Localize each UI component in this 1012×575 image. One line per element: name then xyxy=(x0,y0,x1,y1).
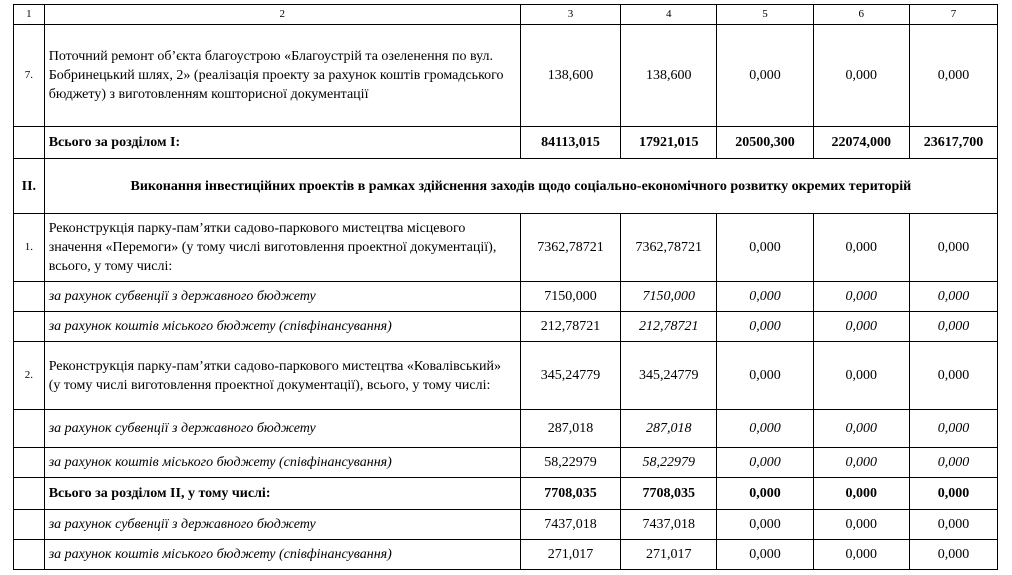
value-cell: 20500,300 xyxy=(717,127,813,159)
empty-cell xyxy=(14,540,45,570)
value-cell: 22074,000 xyxy=(813,127,909,159)
value-cell: 7150,000 xyxy=(520,282,620,312)
table-row xyxy=(14,448,998,478)
row-description: Поточний ремонт об’єкта благоустрою «Благоустрій та озеленення по вул. Бобринецький шлях, 2» (реалізація проекту за рахунок коштів громадського бюджету) з виготовленням кошторисної документації xyxy=(44,25,520,127)
value-cell: 212,78721 xyxy=(520,312,620,342)
value-cell: 0,000 xyxy=(717,410,813,448)
table-row xyxy=(14,510,998,540)
value-cell: 23617,700 xyxy=(909,127,997,159)
row-description: за рахунок субвенції з державного бюджету xyxy=(44,410,520,448)
value-cell: 0,000 xyxy=(717,478,813,510)
value-cell: 0,000 xyxy=(909,448,997,478)
budget-table xyxy=(13,4,998,570)
section-title: Виконання інвестиційних проектів в рамках здійснення заходів щодо соціально-економічного розвитку окремих територій xyxy=(44,159,997,214)
table-row xyxy=(14,540,998,570)
value-cell: 0,000 xyxy=(909,410,997,448)
value-cell: 0,000 xyxy=(717,214,813,282)
value-cell: 287,018 xyxy=(621,410,717,448)
section-total-row xyxy=(14,127,998,159)
empty-cell xyxy=(14,312,45,342)
value-cell: 0,000 xyxy=(813,410,909,448)
value-cell: 0,000 xyxy=(813,214,909,282)
value-cell: 7437,018 xyxy=(621,510,717,540)
row-description: за рахунок коштів міського бюджету (співфінансування) xyxy=(44,312,520,342)
value-cell: 7437,018 xyxy=(520,510,620,540)
table-row xyxy=(14,342,998,410)
table-row xyxy=(14,312,998,342)
value-cell: 271,017 xyxy=(621,540,717,570)
column-number: 7 xyxy=(909,5,997,25)
empty-cell xyxy=(14,448,45,478)
column-number: 2 xyxy=(44,5,520,25)
value-cell: 212,78721 xyxy=(621,312,717,342)
row-description: Всього за розділом І: xyxy=(44,127,520,159)
value-cell: 7708,035 xyxy=(520,478,620,510)
empty-cell xyxy=(14,282,45,312)
value-cell: 0,000 xyxy=(909,282,997,312)
value-cell: 0,000 xyxy=(909,510,997,540)
value-cell: 84113,015 xyxy=(520,127,620,159)
column-number: 5 xyxy=(717,5,813,25)
value-cell: 0,000 xyxy=(813,478,909,510)
value-cell: 0,000 xyxy=(717,282,813,312)
column-number: 3 xyxy=(520,5,620,25)
value-cell: 0,000 xyxy=(813,540,909,570)
empty-cell xyxy=(14,410,45,448)
row-description: за рахунок субвенції з державного бюджету xyxy=(44,282,520,312)
empty-cell xyxy=(14,127,45,159)
section-total-row xyxy=(14,478,998,510)
column-number: 1 xyxy=(14,5,45,25)
value-cell: 138,600 xyxy=(621,25,717,127)
value-cell: 0,000 xyxy=(717,312,813,342)
value-cell: 0,000 xyxy=(813,342,909,410)
table-row xyxy=(14,25,998,127)
empty-cell xyxy=(14,510,45,540)
row-description: Реконструкція парку-пам’ятки садово-паркового мистецтва «Ковалівський» (у тому числі виготовлення проектної документації), всього, у тому числі: xyxy=(44,342,520,410)
empty-cell xyxy=(14,478,45,510)
table-row xyxy=(14,214,998,282)
row-description: Реконструкція парку-пам’ятки садово-паркового мистецтва місцевого значення «Перемоги» (у тому числі виготовлення проектної документації), всього, у тому числі: xyxy=(44,214,520,282)
value-cell: 0,000 xyxy=(717,540,813,570)
value-cell: 271,017 xyxy=(520,540,620,570)
value-cell: 7362,78721 xyxy=(520,214,620,282)
value-cell: 0,000 xyxy=(909,312,997,342)
section-heading-row xyxy=(14,159,998,214)
row-description: Всього за розділом ІІ, у тому числі: xyxy=(44,478,520,510)
value-cell: 58,22979 xyxy=(520,448,620,478)
value-cell: 0,000 xyxy=(909,478,997,510)
table-row xyxy=(14,282,998,312)
row-description: за рахунок коштів міського бюджету (співфінансування) xyxy=(44,448,520,478)
value-cell: 0,000 xyxy=(813,510,909,540)
value-cell: 58,22979 xyxy=(621,448,717,478)
table-row xyxy=(14,410,998,448)
value-cell: 0,000 xyxy=(717,448,813,478)
column-number: 6 xyxy=(813,5,909,25)
value-cell: 0,000 xyxy=(909,342,997,410)
value-cell: 345,24779 xyxy=(621,342,717,410)
value-cell: 0,000 xyxy=(717,510,813,540)
value-cell: 0,000 xyxy=(813,312,909,342)
value-cell: 138,600 xyxy=(520,25,620,127)
row-index: 2. xyxy=(14,342,45,410)
value-cell: 0,000 xyxy=(717,342,813,410)
value-cell: 7708,035 xyxy=(621,478,717,510)
value-cell: 0,000 xyxy=(909,25,997,127)
value-cell: 7150,000 xyxy=(621,282,717,312)
value-cell: 287,018 xyxy=(520,410,620,448)
value-cell: 0,000 xyxy=(813,282,909,312)
value-cell: 0,000 xyxy=(717,25,813,127)
value-cell: 0,000 xyxy=(909,214,997,282)
section-number: ІІ. xyxy=(14,159,45,214)
value-cell: 0,000 xyxy=(813,448,909,478)
row-description: за рахунок субвенції з державного бюджету xyxy=(44,510,520,540)
row-index: 1. xyxy=(14,214,45,282)
value-cell: 7362,78721 xyxy=(621,214,717,282)
value-cell: 0,000 xyxy=(813,25,909,127)
value-cell: 17921,015 xyxy=(621,127,717,159)
row-description: за рахунок коштів міського бюджету (співфінансування) xyxy=(44,540,520,570)
value-cell: 0,000 xyxy=(909,540,997,570)
column-number-row xyxy=(14,5,998,25)
value-cell: 345,24779 xyxy=(520,342,620,410)
column-number: 4 xyxy=(621,5,717,25)
row-index: 7. xyxy=(14,25,45,127)
